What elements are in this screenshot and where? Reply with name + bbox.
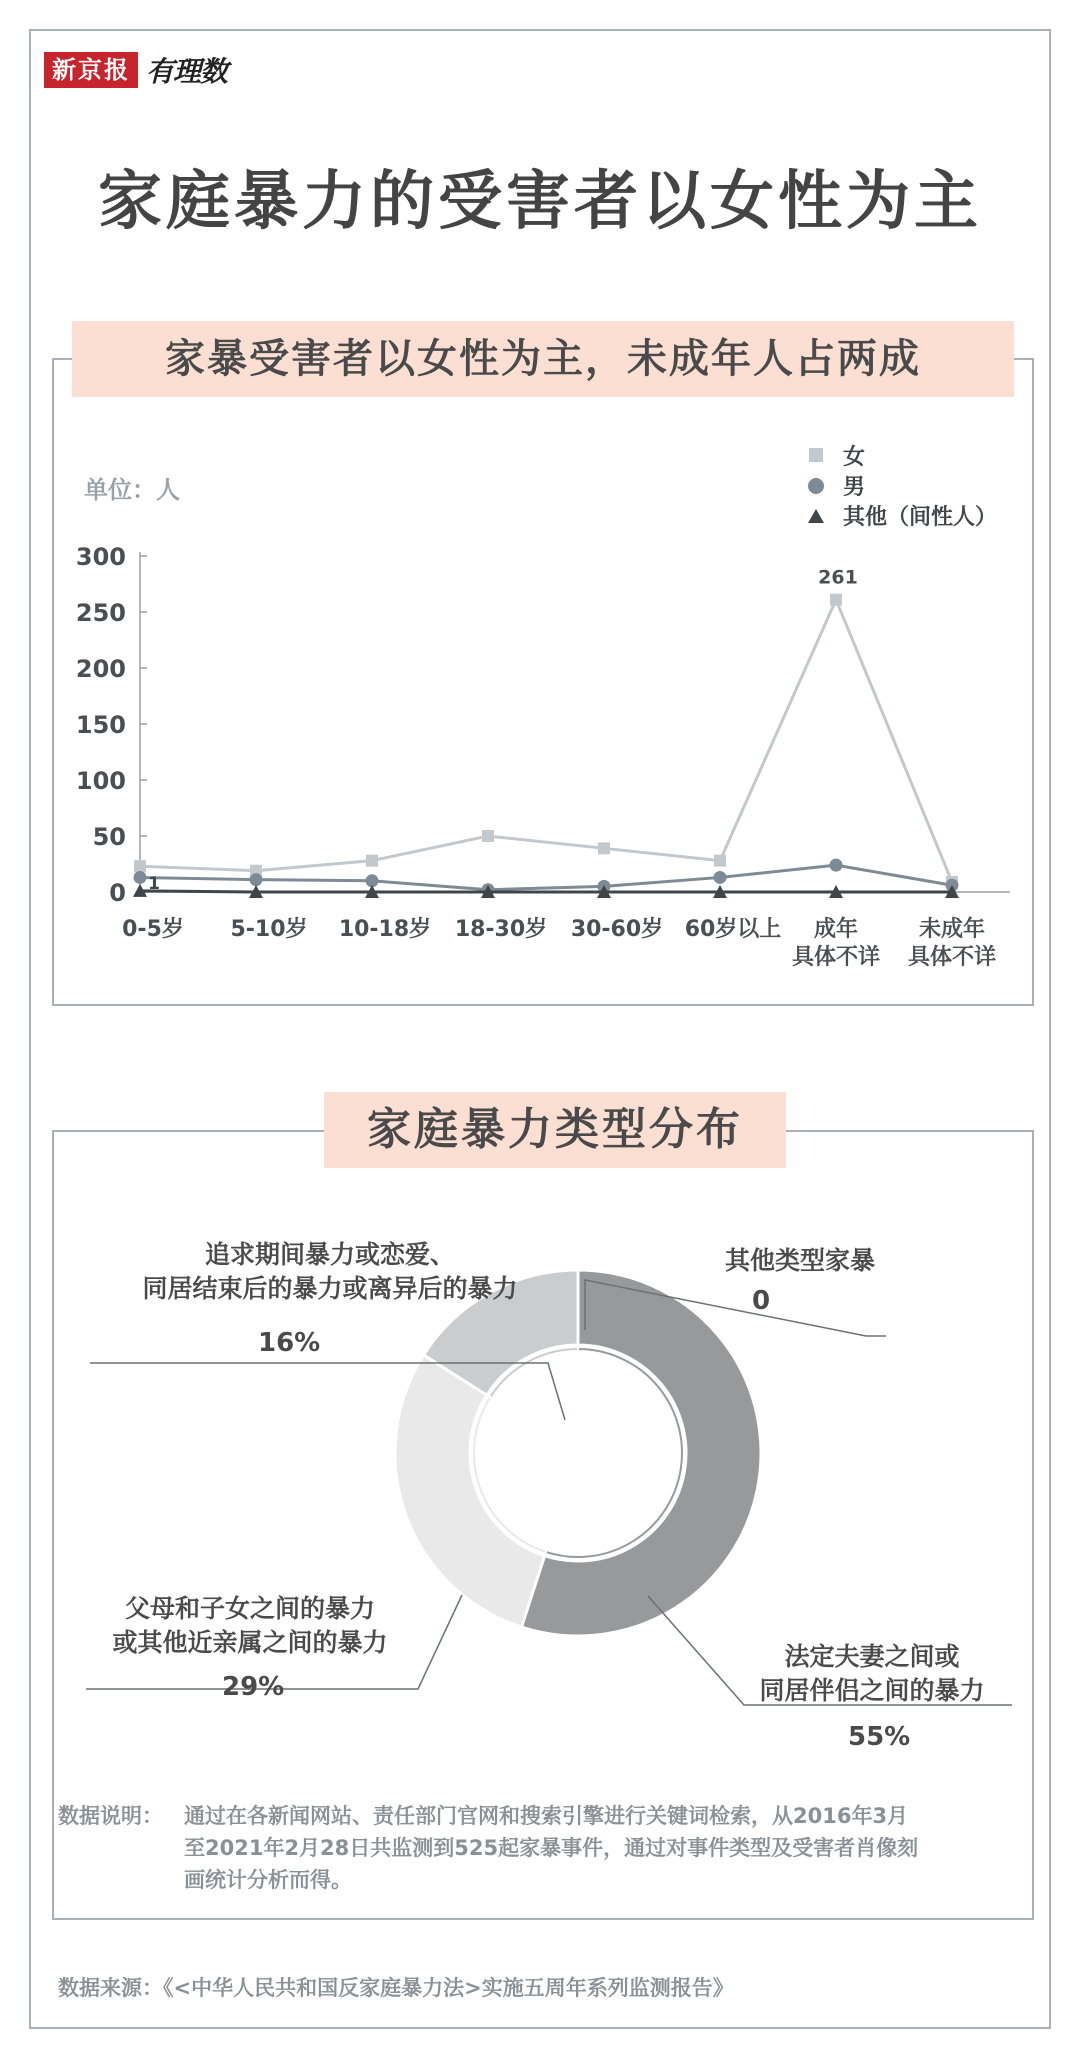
- data-note-line1: 通过在各新闻网站、责任部门官网和搜索引擎进行关键词检索，从2016年3月: [184, 1804, 909, 1828]
- label-parent-line2: 或其他近亲属之间的暴力: [112, 1628, 388, 1657]
- label-parent-line1: 父母和子女之间的暴力: [124, 1594, 375, 1623]
- brand-name: 新京报: [44, 52, 138, 88]
- data-label-intersex: 1: [148, 873, 160, 894]
- data-note-line2: 至2021年2月28日共监测到525起家暴事件，通过对事件类型及受害者肖像刻: [184, 1836, 919, 1860]
- legend-marker-female: [809, 448, 823, 462]
- pct-other: 0: [752, 1286, 771, 1316]
- x-tick-label: 0-5岁: [122, 917, 184, 942]
- line-chart-heading: 家暴受害者以女性为主，未成年人占两成: [72, 321, 1014, 397]
- page-title: 家庭暴力的受害者以女性为主: [98, 165, 982, 239]
- donut-chart-heading: 家庭暴力类型分布: [324, 1092, 786, 1168]
- y-tick-label: 100: [75, 767, 126, 795]
- pct-parent: 29%: [222, 1672, 285, 1702]
- series-line-triangle: [140, 891, 952, 892]
- legend-label: 其他（间性人）: [843, 505, 998, 530]
- label-parent-child: [80, 1592, 420, 1660]
- y-tick-label: 300: [75, 543, 126, 571]
- x-tick-label: 18-30岁: [454, 917, 548, 942]
- y-tick-label: 0: [109, 879, 126, 907]
- x-tick-label: 成年: [813, 917, 859, 942]
- x-tick-label: 具体不详: [791, 945, 881, 970]
- legend-label: 女: [843, 445, 866, 470]
- point-female: [598, 842, 610, 854]
- y-tick-label: 250: [75, 599, 126, 627]
- data-label-peak: 261: [818, 566, 858, 589]
- legend-marker-male: [808, 478, 824, 494]
- series-line-square: [140, 600, 952, 882]
- x-tick-label: 5-10岁: [230, 917, 308, 942]
- data-note: [184, 1800, 1024, 1896]
- x-tick-label: 具体不详: [907, 945, 997, 970]
- x-tick-label: 未成年: [918, 917, 986, 942]
- y-tick-label: 150: [75, 711, 126, 739]
- pct-dating: 16%: [258, 1328, 321, 1358]
- x-tick-label: 10-18岁: [338, 917, 432, 942]
- point-male: [134, 871, 147, 884]
- pct-spouse: 55%: [848, 1722, 911, 1752]
- x-tick-label: 30-60岁: [570, 917, 664, 942]
- brand-sub: 有理数: [146, 55, 228, 88]
- legend-label: 男: [843, 475, 866, 500]
- point-male: [830, 859, 843, 872]
- label-spouse-line1: 法定夫妻之间或: [784, 1642, 960, 1671]
- data-note-label: 数据说明：: [58, 1804, 163, 1828]
- point-female: [482, 830, 494, 842]
- label-other-type: 其他类型家暴: [724, 1246, 875, 1275]
- point-female: [134, 860, 146, 872]
- y-unit-label: 单位：人: [84, 476, 180, 504]
- data-source: 数据来源：《<中华人民共和国反家庭暴力法>实施五周年系列监测报告》: [58, 1976, 734, 2000]
- point-female: [714, 855, 726, 867]
- label-spouse-line2: 同居伴侣之间的暴力: [759, 1676, 985, 1705]
- x-tick-label: 60岁以上: [684, 917, 782, 942]
- line-chart: [0, 0, 1080, 1000]
- data-note-line3: 画统计分析而得。: [184, 1868, 352, 1892]
- point-female: [830, 594, 842, 606]
- y-tick-label: 200: [75, 655, 126, 683]
- point-male: [714, 871, 727, 884]
- label-dating-violence: [120, 1238, 540, 1306]
- label-dating-line1: 追求期间暴力或恋爱、: [204, 1240, 455, 1269]
- point-male: [250, 873, 263, 886]
- slice-parent-child: [395, 1355, 545, 1627]
- legend-marker-intersex: [808, 509, 824, 523]
- label-dating-line2: 同居结束后的暴力或离异后的暴力: [142, 1274, 518, 1303]
- point-female: [366, 855, 378, 867]
- label-spouse: [732, 1640, 1012, 1708]
- y-tick-label: 50: [92, 823, 126, 851]
